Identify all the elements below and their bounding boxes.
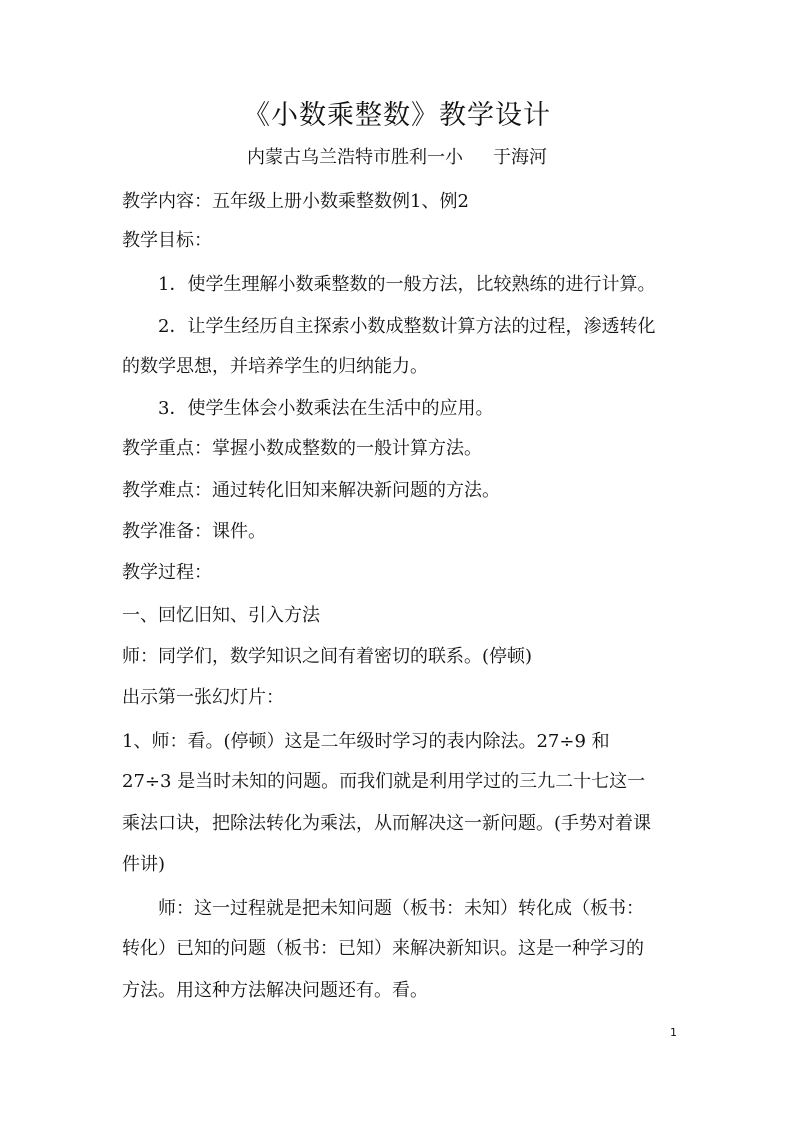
paragraph-line: 师：同学们，数学知识之间有着密切的联系。(停顿) <box>122 646 533 667</box>
author-school: 内蒙古乌兰浩特市胜利一小 <box>247 147 463 168</box>
goal-2-continued: 的数学思想，并培养学生的归纳能力。 <box>122 356 428 377</box>
teaching-process-heading: 教学过程： <box>122 562 212 583</box>
teaching-key-point: 教学重点：掌握小数成整数的一般计算方法。 <box>122 438 482 459</box>
paragraph-line: 件讲) <box>122 854 166 875</box>
goal-3: 3．使学生体会小数乘法在生活中的应用。 <box>158 398 494 419</box>
document-title: 《小数乘整数》教学设计 <box>243 100 551 131</box>
paragraph-line: 27÷3 是当时未知的问题。而我们就是利用学过的三九二十七这一 <box>122 771 646 792</box>
author-line <box>0 143 794 173</box>
author-name: 于海河 <box>493 147 547 168</box>
paragraph-line: 出示第一张幻灯片： <box>122 687 284 708</box>
teaching-goals-heading: 教学目标： <box>122 230 212 251</box>
goal-2: 2．让学生经历自主探索小数成整数计算方法的过程，渗透转化 <box>158 316 656 337</box>
paragraph-line: 方法。用这种方法解决问题还有。看。 <box>122 980 428 1001</box>
teaching-difficulty: 教学难点：通过转化旧知来解决新问题的方法。 <box>122 480 500 501</box>
paragraph-line: 转化）已知的问题（板书：已知）来解决新知识。这是一种学习的 <box>122 938 644 959</box>
teaching-preparation: 教学准备：课件。 <box>122 521 266 542</box>
teaching-content: 教学内容：五年级上册小数乘整数例1、例2 <box>122 191 469 212</box>
section-heading: 一、回忆旧知、引入方法 <box>122 605 320 626</box>
paragraph-line: 师：这一过程就是把未知问题（板书：未知）转化成（板书： <box>158 898 644 919</box>
goal-1: 1．使学生理解小数乘整数的一般方法，比较熟练的进行计算。 <box>158 274 656 295</box>
paragraph-line: 1、师：看。(停顿）这是二年级时学习的表内除法。27÷9 和 <box>122 731 610 752</box>
paragraph-line: 乘法口诀，把除法转化为乘法，从而解决这一新问题。(手势对着课 <box>122 813 652 834</box>
page-number: 1 <box>670 1026 677 1039</box>
